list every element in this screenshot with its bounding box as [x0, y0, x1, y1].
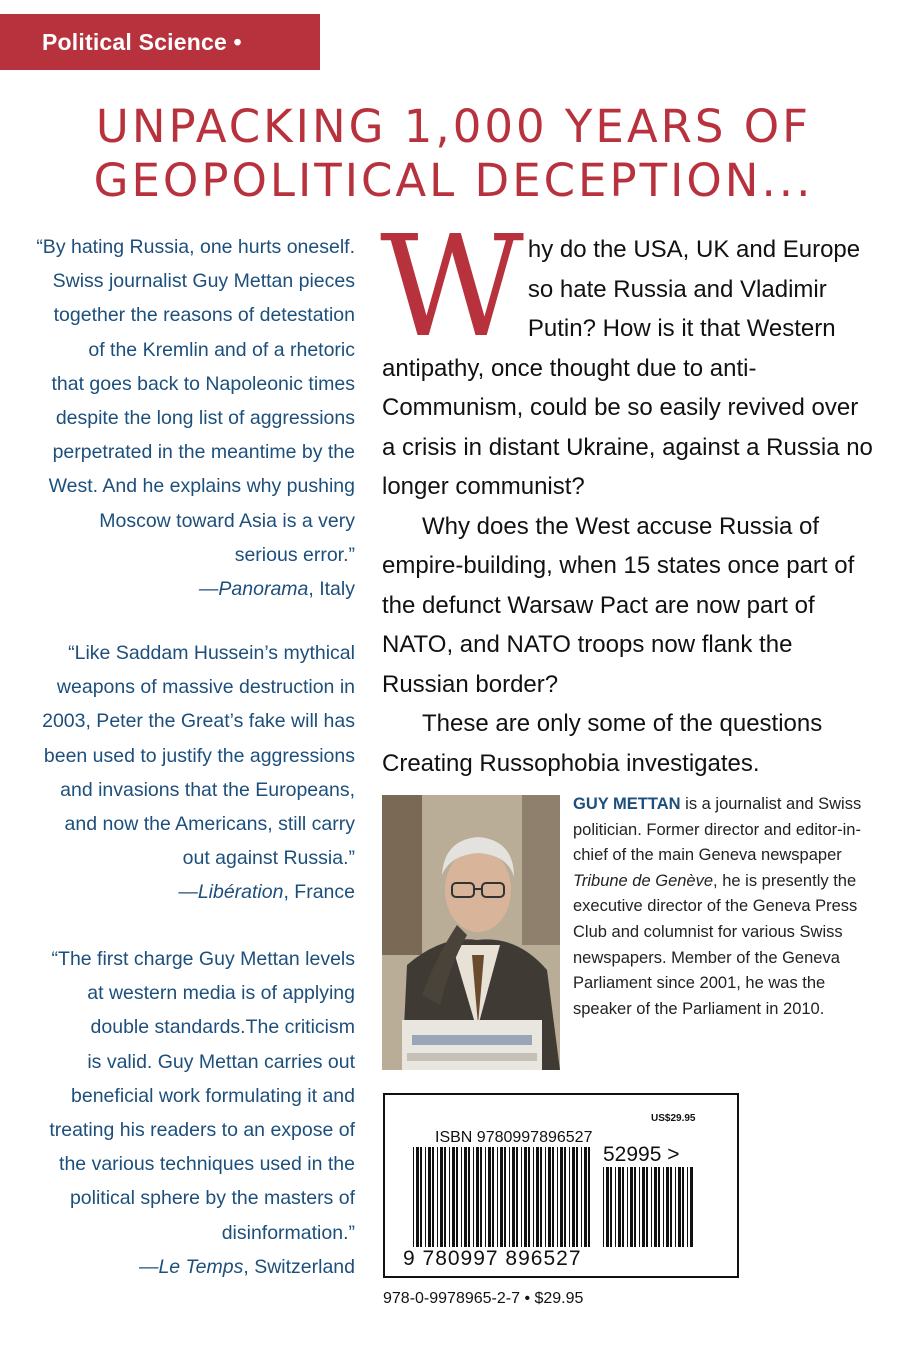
quote-line: “Like Saddam Hussein’s mythical [68, 642, 355, 664]
quote-line: and invasions that the Europeans, [60, 778, 355, 801]
quote-line: despite the long list of aggressions [55, 407, 355, 430]
footer-isbn-price: 978-0-9978965-2-7 • $29.95 [383, 1290, 584, 1307]
quote-line: the various techniques used in the [59, 1153, 355, 1176]
barcode-isbn-label: ISBN 9780997896527 [435, 1129, 593, 1146]
quote-line: that goes back to Napoleonic times [51, 372, 355, 395]
quote-source: Le Temps [158, 1255, 244, 1278]
blurb-paragraph-1 [380, 206, 877, 507]
blurb-lead: hy do the USA, UK and Europe so hate Russia and Vladimir Putin? [527, 236, 861, 342]
quote-line: been used to justify the aggressions [43, 744, 355, 767]
bio-text-2: , he is presently the executive director of the Geneva Press Club and columnist for various Swiss newspapers. Member of the Geneva Parliament since 2001, he was the speaker of the Parliament in 2010. [573, 871, 858, 1018]
quote-line: double standards.The criticism [90, 1016, 355, 1039]
quote-line: 2003, Peter the Great’s fake will has [42, 710, 355, 733]
barcode-price: US$29.95 [651, 1113, 696, 1124]
quote-source: Panorama [218, 578, 309, 601]
quote-attribution: —Panorama, Italy [198, 578, 355, 601]
category-banner [0, 14, 320, 111]
quote-line: beneficial work formulating it and [71, 1084, 355, 1107]
quote-attribution: —Libération, France [178, 881, 355, 904]
author-photo [382, 795, 560, 1070]
barcode-box [383, 1093, 739, 1278]
quote-line: disinformation.” [221, 1221, 355, 1244]
category-label: Political Science • History [42, 29, 242, 111]
addon-barcode [603, 1167, 693, 1247]
quote-line: together the reasons of detestation [53, 304, 355, 327]
author-bio [573, 792, 873, 1022]
quote-country: , Switzerland [243, 1255, 355, 1278]
blurb-rest: How is it that Western antipathy, once thought due to anti-Communism, could be so easily revived over a crisis in distant Ukraine, against a Russia no longer communist? [382, 315, 873, 500]
quote-line: at western media is of applying [87, 982, 355, 1005]
author-name: GUY METTAN [573, 795, 681, 813]
quote-line: and now the Americans, still carry [64, 813, 355, 836]
drop-cap: W [380, 206, 524, 369]
main-blurb [380, 206, 877, 783]
quote-line: West. And he explains why pushing [48, 475, 355, 498]
quote-line: is valid. Guy Mettan carries out [87, 1050, 355, 1073]
bio-text-1: is a journalist and Swiss politician. Former director and editor-in-chief of the main Geneva newspaper [573, 795, 862, 865]
quote-line: of the Kremlin and of a rhetoric [88, 338, 355, 361]
blurb-paragraph-2: Why does the West accuse Russia of empire-building, when 15 states once part of the defunct Warsaw Pact are now part of NATO, and NATO troops now flank the Russian border? [382, 512, 855, 698]
quote-line: treating his readers to an expose of [49, 1119, 355, 1142]
bio-newspaper: Tribune de Genève [573, 871, 714, 890]
quote-line: political sphere by the masters of [69, 1187, 355, 1210]
quote-line: Moscow toward Asia is a very [99, 509, 355, 532]
review-quote-panorama [30, 230, 355, 606]
quote-line: serious error.” [234, 543, 355, 566]
barcode-addon-number: 52995 > [603, 1143, 680, 1166]
quote-line: Swiss journalist Guy Mettan pieces [52, 270, 355, 293]
author-photo-illustration [382, 795, 560, 1070]
quote-line: “By hating Russia, one hurts oneself. [36, 236, 355, 258]
barcode-digits: 9 780997 896527 [403, 1247, 582, 1270]
quote-line: perpetrated in the meantime by the [52, 441, 355, 464]
quote-country: , Italy [308, 578, 355, 601]
quote-country: , France [283, 881, 355, 904]
quote-source: Libération [197, 881, 284, 904]
review-quote-liberation [30, 636, 355, 910]
blurb-paragraph-3: These are only some of the questions Creating Russophobia investigates. [382, 710, 823, 777]
headline-line-2: GEOPOLITICAL DECEPTION... [93, 154, 814, 207]
headline-line-1: UNPACKING 1,000 YEARS OF [95, 100, 812, 153]
review-quote-le-temps [30, 942, 355, 1284]
headline [0, 100, 907, 208]
quote-line: out against Russia.” [182, 847, 355, 870]
ean-barcode [413, 1147, 593, 1247]
quote-line: weapons of massive destruction in [56, 676, 355, 699]
quote-line: “The first charge Guy Mettan levels [51, 948, 355, 970]
quote-attribution: —Le Temps, Switzerland [138, 1255, 355, 1278]
